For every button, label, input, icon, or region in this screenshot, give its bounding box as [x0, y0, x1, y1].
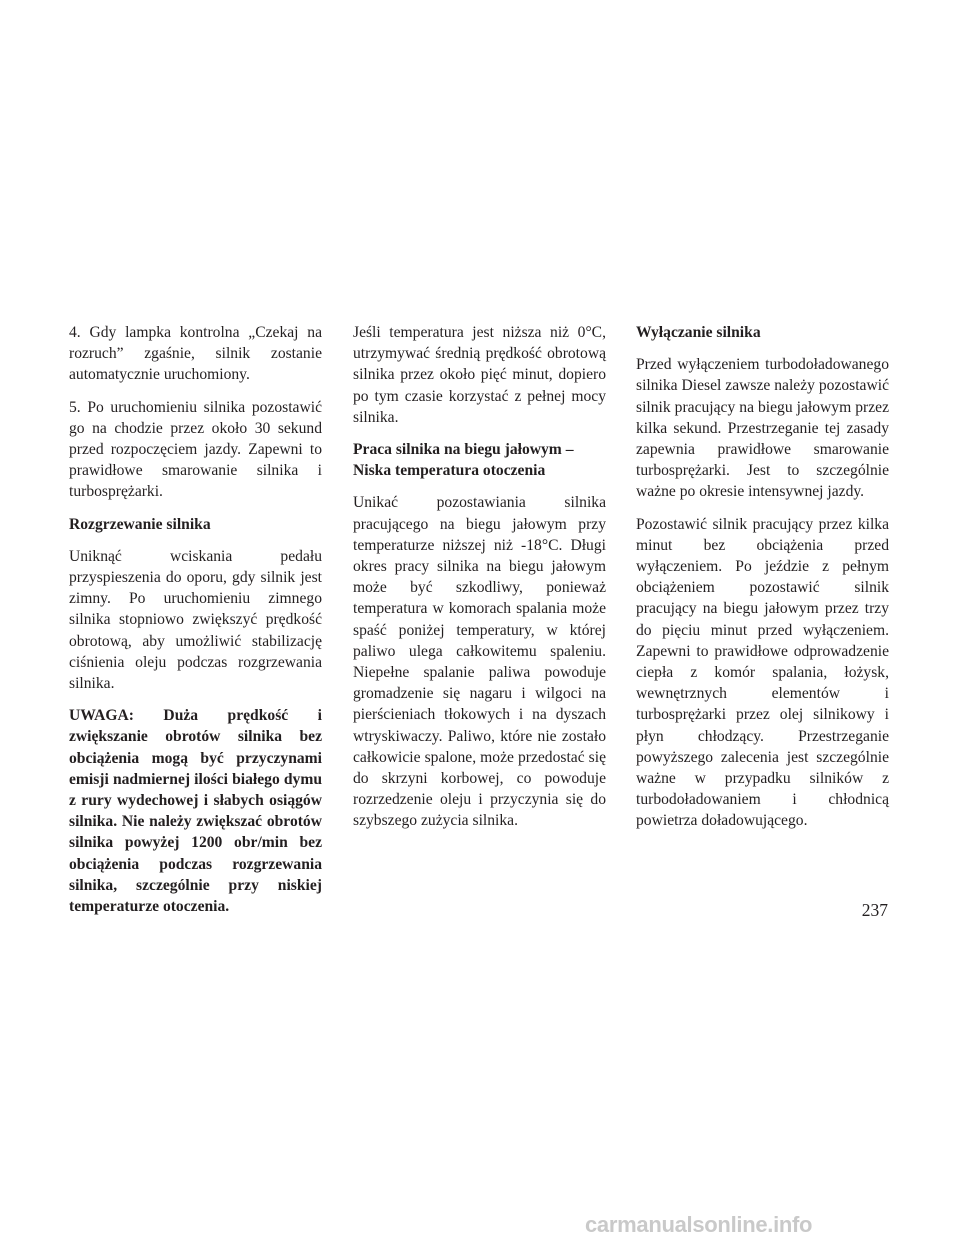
heading-engine-shutdown: Wyłączanie silnika — [636, 324, 761, 341]
text-column-2 — [353, 322, 606, 832]
heading-engine-warmup: Rozgrzewanie silnika — [69, 515, 211, 533]
watermark: carmanualsonline.info — [585, 1212, 813, 1237]
paragraph-low-temp: Jeśli temperatura jest niższa niż 0°C, utrzymywać średnią prędkość obrotową silnika przez około pięć minut, dopiero po tym czasie korzystać z pełnej mocy silnika. — [353, 324, 606, 426]
paragraph-shutdown-1: Przed wyłączeniem turbodoładowanego silnika Diesel zawsze należy pozostawić silnik pracujący na biegu jałowym przez kilka sekund. Przestrzeganie tej zasady zapewnia prawidłowe smarowanie turbosprężarki. Jest to szczególnie ważne po okresie intensywnej jazdy. — [636, 356, 889, 501]
page-number: 237 — [861, 900, 888, 920]
paragraph-warmup: Uniknąć wciskania pedału przyspieszenia do oporu, gdy silnik jest zimny. Po uruchomieniu zimnego silnika stopniowo zwiększyć prędkość obrotową, aby umożliwić stabilizację ciśnienia oleju podczas rozgrzewania silnika. — [69, 547, 322, 693]
paragraph-step-4: 4. Gdy lampka kontrolna „Czekaj na rozruch” zgaśnie, silnik zostanie automatycznie uruchomiony. — [69, 324, 322, 384]
text-column-1 — [69, 322, 322, 917]
paragraph-step-5: 5. Po uruchomieniu silnika pozostawić go na chodzie przez około 30 sekund przed rozpoczęciem jazdy. Zapewni to prawidłowe smarowanie silnika i turbosprężarki. — [69, 398, 322, 501]
heading-idling-low-temp: Praca silnika na biegu jałowym – Niska temperatura otoczenia — [353, 441, 574, 480]
paragraph-idling: Unikać pozostawiania silnika pracującego na biegu jałowym przy temperaturze niższej niż -18°C. Długi okres pracy silnika na biegu jałowym może być szkodliwy, ponieważ temperatura w komorach spalania może spaść poniżej temperatury, w której paliwo ulega całkowitemu spaleniu. Niepełne spalanie paliwa powoduje gromadzenie się nagaru i wilgoci na pierścieniach tłokowych i na dyszach wtryskiwaczy. Paliwo, które nie zostało całkowicie spalone, może przedostać się do skrzyni korbowej, co powoduje rozrzedzenie oleju i przyczynia się do szybszego zużycia silnika. — [353, 494, 606, 830]
paragraph-shutdown-2: Pozostawić silnik pracujący przez kilka minut bez obciążenia przed wyłączeniem. Po jeździe z pełnym obciążeniem pozostawić silnik pracujący na biegu jałowym przez trzy do pięciu minut przed wyłączeniem. Zapewni to prawidłowe odprowadzenie ciepła z komór spalania, łożysk, wewnętrznych elementów i turbosprężarki przez olej silnikowy i płyn chłodzący. Przestrzeganie powyższego zalecenia jest szczególnie ważne w przypadku silników z turbodoładowaniem i chłodnicą powietrza doładowującego. — [636, 515, 889, 830]
text-column-3 — [636, 322, 889, 832]
note-paragraph: UWAGA: Duża prędkość i zwiększanie obrotów silnika bez obciążenia mogą być przyczynami emisji nadmiernej ilości białego dymu z rury wydechowej i słabych osiągów silnika. Nie należy zwiększać obrotów silnika powyżej 1200 obr/min bez obciążenia podczas rozgrzewania silnika, szczególnie przy niskiej temperaturze otoczenia. — [69, 707, 322, 916]
